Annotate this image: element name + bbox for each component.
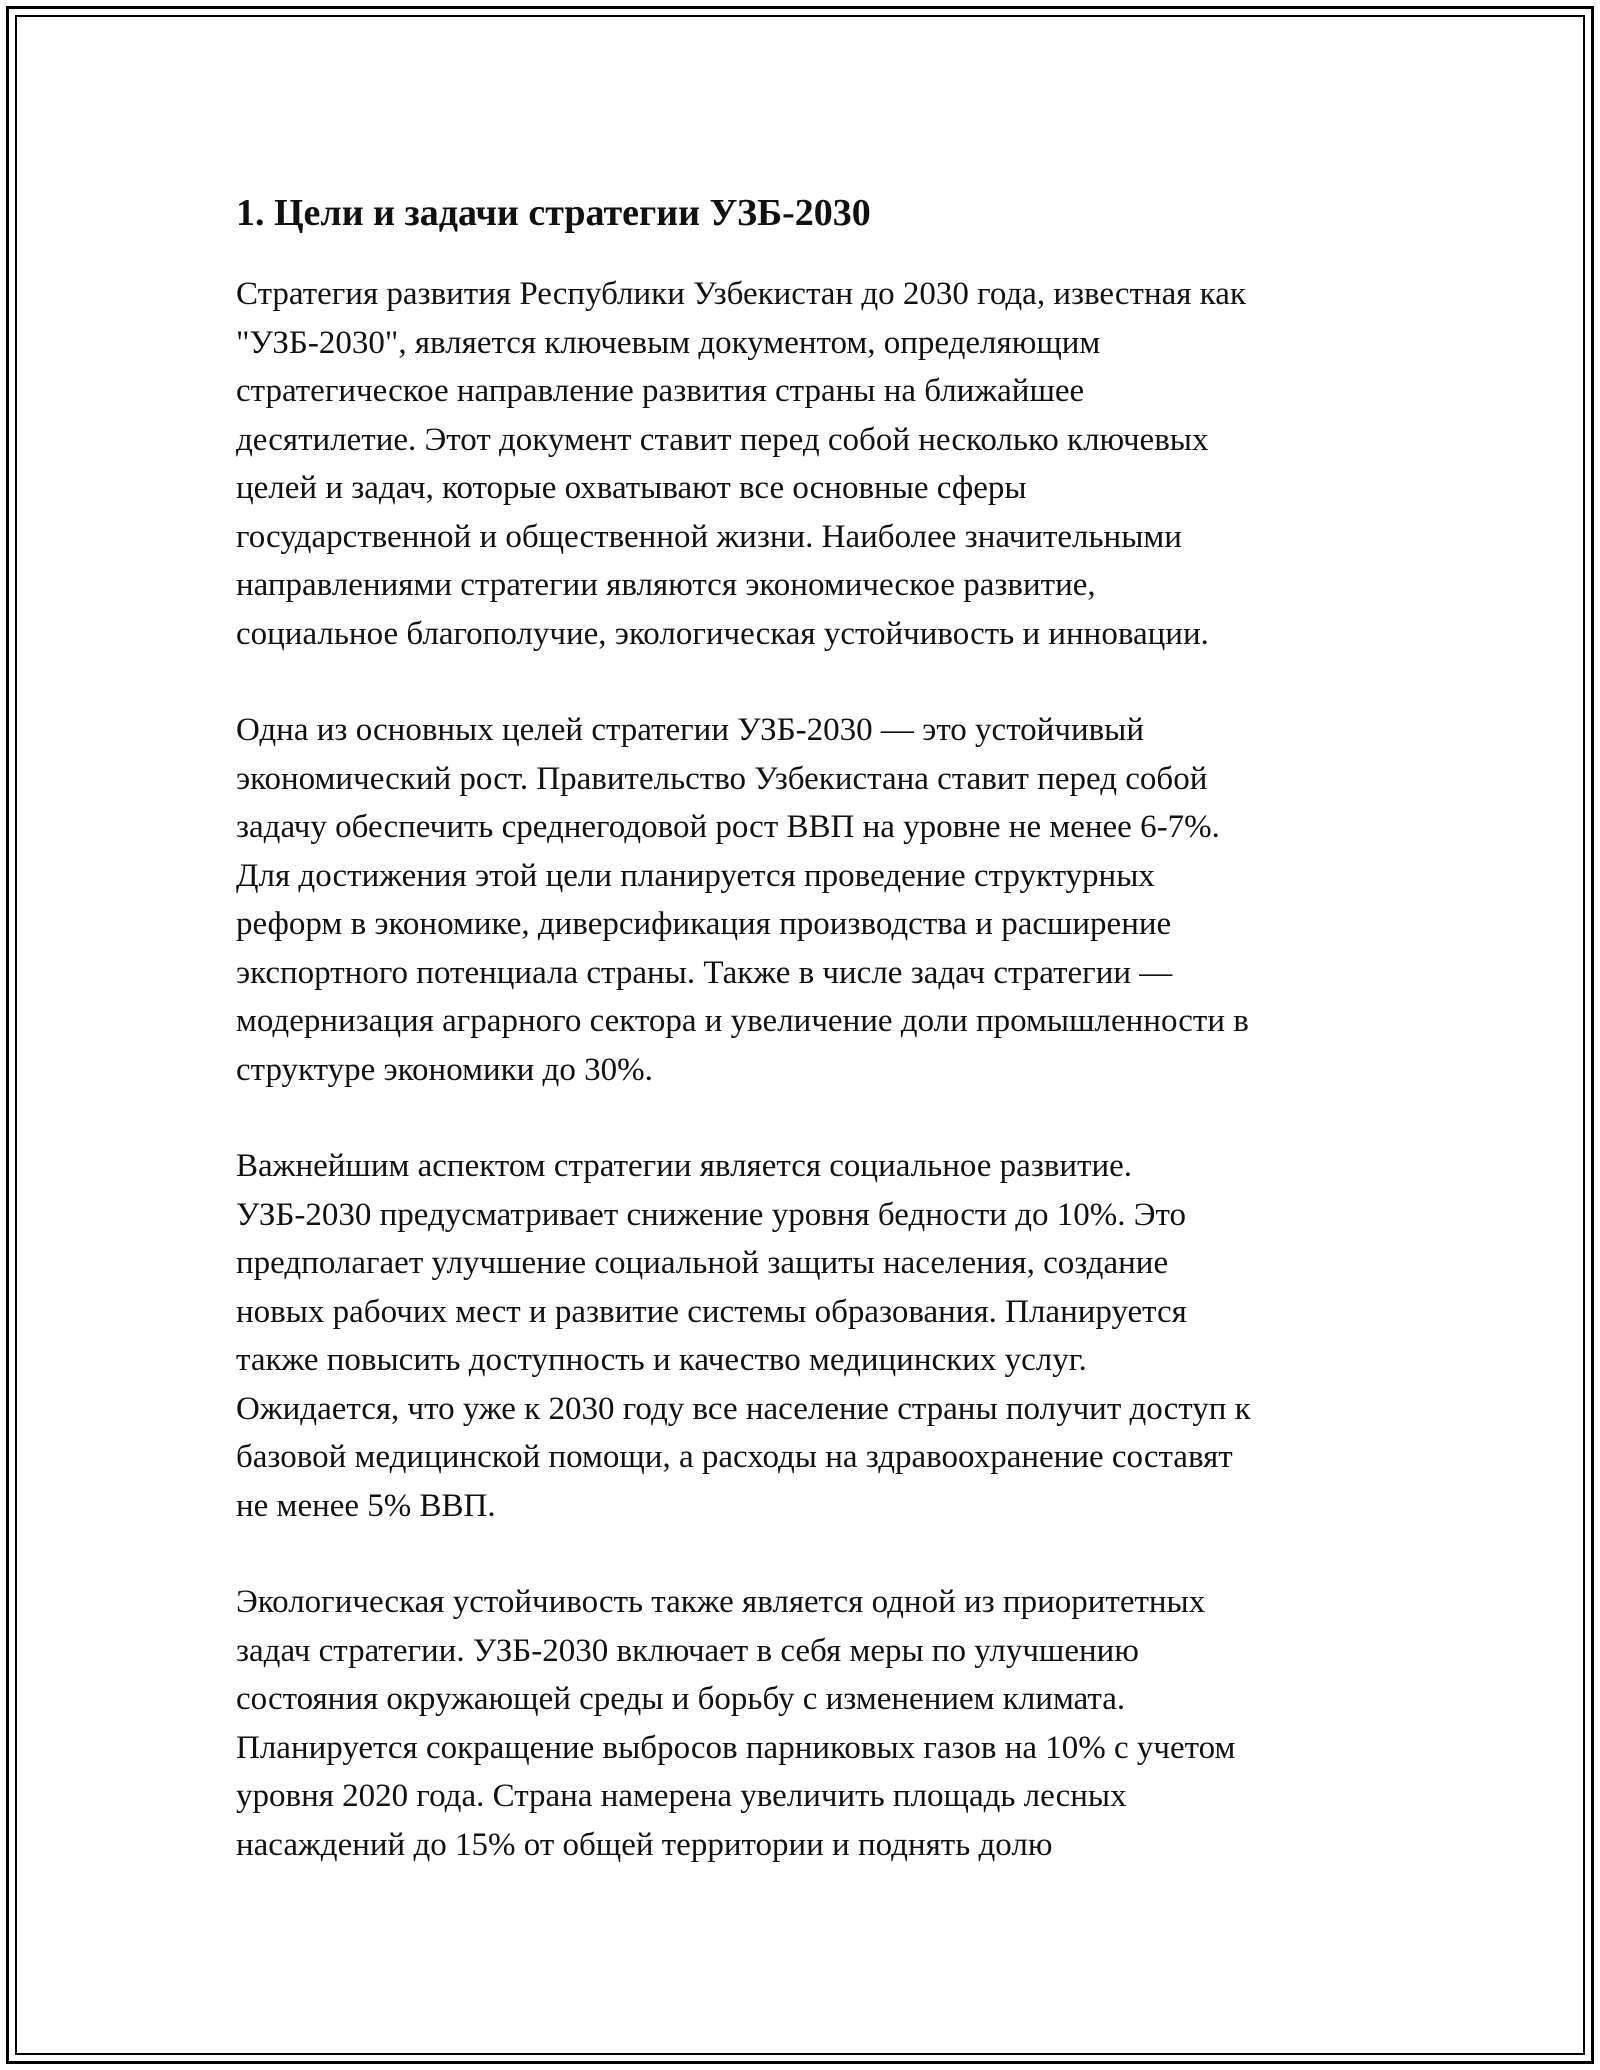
paragraph-ecological-sustainability: Экологическая устойчивость также является одной из приоритетных задач стратегии. УЗБ-2030 включает в себя меры по улучшению состояния окружающей среды и борьбу с изменением климата. Планируется сокращение выбросов парниковых газов на 10% с учетом уровня 2020 года. Страна намерена увеличить площадь лесных насаждений до 15% от общей территории и поднять долю	[236, 1584, 1236, 1863]
paragraph-intro: Стратегия развития Республики Узбекистан до 2030 года, известная как "УЗБ-2030", является ключевым документом, определяющим стратегическое направление развития страны на ближайшее десятилетие. Этот документ ставит перед собой несколько ключевых целей и задач, которые охватывают все основные сферы государственной и общественной жизни. Наиболее значительными направлениями стратегии являются экономическое развитие, социальное благополучие, экологическая устойчивость и инновации.	[236, 276, 1246, 652]
paragraph-economic-growth: Одна из основных целей стратегии УЗБ-2030 — это устойчивый экономический рост. Правительство Узбекистана ставит перед собой задачу обеспечить среднегодовой рост ВВП на уровне не менее 6-7%. Для достижения этой цели планируется проведение структурных реформ в экономике, диверсификация производства и расширение экспортного потенциала страны. Также в числе задач стратегии — модернизация аграрного сектора и увеличение доли промышленности в структуре экономики до 30%.	[236, 712, 1249, 1088]
document-body	[236, 188, 1386, 1869]
section-title: 1. Цели и задачи стратегии УЗБ-2030	[236, 192, 871, 234]
paragraph-social-development: Важнейшим аспектом стратегии является социальное развитие. УЗБ-2030 предусматривает снижение уровня бедности до 10%. Это предполагает улучшение социальной защиты населения, создание новых рабочих мест и развитие системы образования. Планируется также повысить доступность и качество медицинских услуг. Ожидается, что уже к 2030 году все население страны получит доступ к базовой медицинской помощи, а расходы на здравоохранение составят не менее 5% ВВП.	[236, 1148, 1251, 1524]
